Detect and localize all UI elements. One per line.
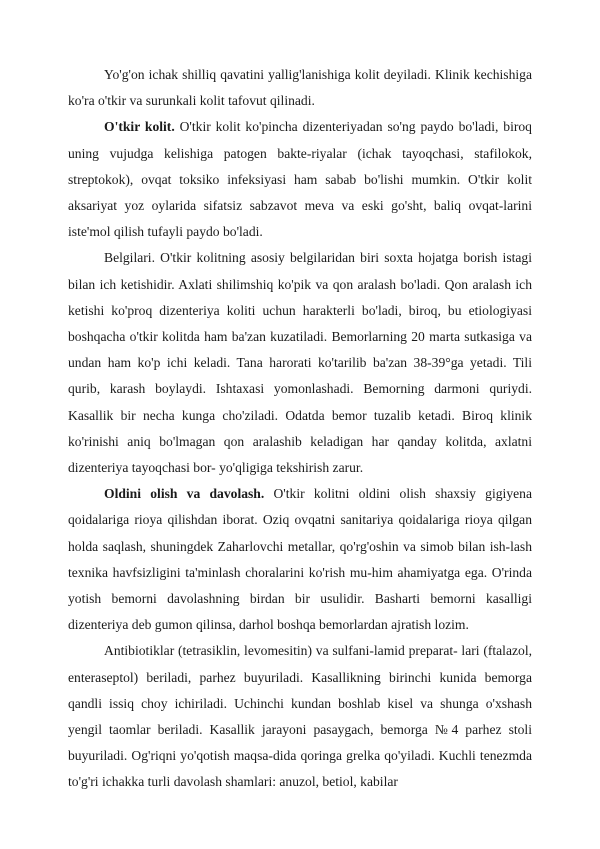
paragraph-symptoms	[68, 245, 532, 481]
paragraph-text: Yo'g'on ichak shilliq qavatini yallig'lanishiga kolit deyiladi. Klinik kechishiga ko'ra o'tkir va surunkali kolit tafovut qilinadi.	[68, 67, 532, 109]
paragraph-prevention-treatment	[68, 481, 532, 638]
paragraph-text: Antibiotiklar (tetrasiklin, levomesitin) va sulfani-lamid preparat- lari (ftalazol, enteraseptol) beriladi, parhez buyuriladi. Kasallikning birinchi kunida bemorga qandli issiq choy ichiriladi. Uchinchi kundan boshlab kisel va shunga o'xshash yengil taomlar beriladi. Kasallik jarayoni pasaygach, bemorga №4 parhez stoli buyuriladi. Og'riqni yo'qotish maqsa-dida qoringa grelka qo'yiladi. Kuchli tenezmda to'g'ri ichakka turli davolash shamlari: anuzol, betiol, kabilar	[68, 643, 532, 790]
paragraph-antibiotics	[68, 638, 532, 795]
paragraph-acute-colitis	[68, 114, 532, 245]
paragraph-heading: Oldini olish va davolash.	[104, 486, 265, 502]
document-page	[68, 62, 532, 796]
paragraph-intro	[68, 62, 532, 114]
paragraph-heading: O'tkir kolit.	[104, 119, 175, 135]
paragraph-text: O'tkir kolitni oldini olish shaxsiy gigiyena qoidalariga rioya qilishdan iborat. Oziq ovqatni sanitariya qoidalariga rioya qilgan holda saqlash, shuningdek Zaharlovchi metallar, qo'rg'oshin va simob bilan ish-lash texnika havfsizligini ta'minlash choralarini ko'rish mu-him ahamiyatga ega. O'rinda yotish bemorni davolashning birdan bir usulidir. Basharti bemorni kasalligi dizenteriya deb gumon qilinsa, darhol boshqa bemorlardan ajratish lozim.	[68, 486, 532, 633]
paragraph-text: O'tkir kolit ko'pincha dizenteriyadan so'ng paydo bo'ladi, biroq uning vujudga kelishiga patogen bakte-riyalar (ichak tayoqchasi, stafilokok, streptokok), ovqat toksiko infeksiyasi ham sabab bo'lishi mumkin. O'tkir kolit aksariyat yoz oylarida sifatsiz sabzavot meva va eski go'sht, baliq ovqat-larini iste'mol qilish tufayli paydo bo'ladi.	[68, 119, 532, 240]
paragraph-text: Belgilari. O'tkir kolitning asosiy belgilaridan biri soxta hojatga borish istagi bilan ich ketishidir. Axlati shilimshiq ko'pik va qon aralash bo'ladi. Qon aralash ich ketishi ko'proq dizenteriya koliti uchun harakterli bo'ladi, biroq, bu etiologiyasi boshqacha o'tkir kolitda ham ba'zan kuzatiladi. Bemorlarning 20 marta sutkasiga va undan ham ko'p ichi keladi. Tana harorati ko'tarilib ba'zan 38-39°ga yetadi. Tili qurib, karash boylaydi. Ishtaxasi yomonlashadi. Bemorning darmoni quriydi. Kasallik bir necha kunga cho'ziladi. Odatda bemor tuzalib ketadi. Biroq klinik ko'rinishi aniq bo'lmagan qon aralashib keladigan har qanday kolitda, axlatni dizenteriya tayoqchasi bor- yo'qligiga tekshirish zarur.	[68, 250, 532, 476]
